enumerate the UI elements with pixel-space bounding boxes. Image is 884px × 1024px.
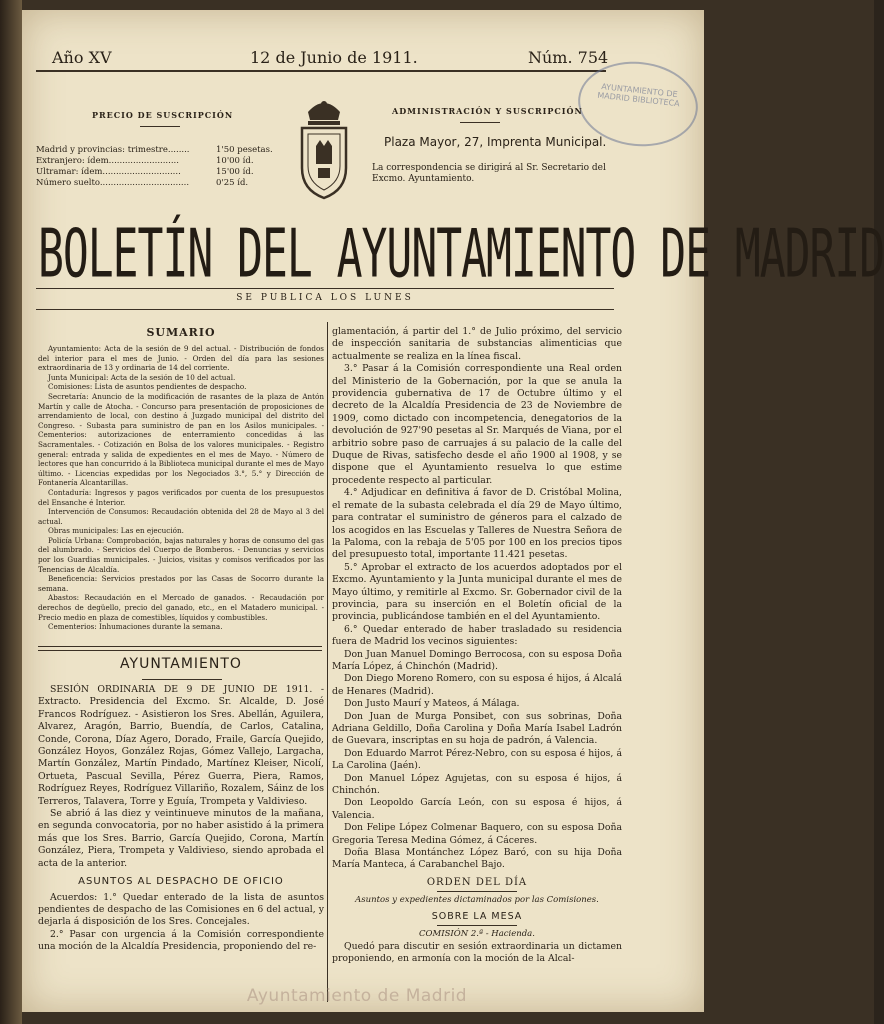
sumario-item: Contaduría: Ingresos y pagos verificados por cuenta de los presupuestos del Ensanche é Interior. <box>38 487 324 507</box>
prices-block <box>92 110 242 120</box>
paragraph: Acuerdos: 1.° Quedar enterado de la lista de asuntos pendientes de despacho de las Comisiones en 6 del actual, y dejarla á disposición de los Sres. Concejales. <box>38 891 324 928</box>
price-row: Extranjero: ídem.......................... 10'00 íd. <box>36 156 254 166</box>
sumario-item: Ayuntamiento: Acta de la sesión de 9 del actual. - Distribución de fondos del interior para el mes de Junio. - Orden del día para las sesiones extraordinaria de 13 y ordinaria de 14 del corriente. <box>38 344 324 373</box>
sumario-item: Junta Municipal: Acta de la sesión de 10 del actual. <box>48 372 236 382</box>
sumario-item: Intervención de Consumos: Recaudación obtenida del 28 de Mayo al 3 del actual. <box>38 507 324 526</box>
paragraph: 2.° Pasar con urgencia á la Comisión correspondiente una moción de la Alcaldía Presidencia, proponiendo del re- <box>38 928 324 953</box>
right-column-text <box>332 326 622 965</box>
sumario-item: Comisiones: Lista de asuntos pendientes de despacho. <box>48 382 247 392</box>
comision-heading: COMISIÓN 2.ª - Hacienda. <box>419 929 535 940</box>
prices-table <box>36 145 286 189</box>
admin-block <box>392 106 642 116</box>
paragraph: Doña Blasa Montánchez López Baró, con su hija Doña María Manteca, á Carabanchel Bajo. <box>332 847 622 871</box>
paragraph: 4.° Adjudicar en definitiva á favor de D. Cristóbal Molina, el remate de la subasta celebrada el día 29 de Mayo último, para contratar el suministro de géneros para el calzado de los acogidos en las Escuelas y Talleres de Nuestra Señora de la Paloma, con la rebaja de 5'05 por 100 en los precios tipos del presupuesto total, importante 11.421 pesetas. <box>332 487 622 561</box>
sumario-item: Cementerios: Inhumaciones durante la semana. <box>48 622 223 632</box>
price-row: Madrid y provincias: trimestre........ 1'50 pesetas. <box>36 145 273 155</box>
year-label: Año XV <box>52 48 112 67</box>
sumario-item: Abastos: Recaudación en el Mercado de ganados. - Recaudación por derechos de degüello, precio del ganado, etc., en el Matadero municipal. - Precio medio en plaza de comestibles, líquidos y combustibles. <box>38 593 324 622</box>
title-rule-top <box>36 288 614 289</box>
paragraph: Se abrió á las diez y veintinueve minutos de la mañana, en segunda convocatoria, por no haber asistido á la primera más que los Sres. Barrio, García Quejido, Corona, Martín González, Piera, Trompeta y Valdivieso, siendo aprobada el acta de la anterior. <box>38 808 324 869</box>
paragraph: Don Justo Maurí y Mateos, á Málaga. <box>344 698 520 710</box>
title-rule-bottom <box>36 309 614 310</box>
subsection-title: ASUNTOS AL DESPACHO DE OFICIO <box>78 876 284 888</box>
page-right-edge <box>874 0 884 1024</box>
paragraph: SESIÓN ORDINARIA DE 9 DE JUNIO DE 1911. - Extracto. Presidencia del Excmo. Sr. Alcalde, D. José Francos Rodríguez. - Asistieron los Sres. Abellán, Aguilera, Alvarez, Aragón, Barrio, Buendía, de Carlos, Catalina, Conde, Corona, Díaz Agero, Dorado, Fraile, García Quejido, González Hoyos, González Rojas, Gómez Vallejo, Largacha, Martín González, Martín Pindado, Martínez Kleiser, Nicolí, Ortueta, Pascual Sevilla, Pérez Guerra, Piera, Ramos, Rodríguez Reyes, Rodríguez Villariño, Rozalem, Sáinz de los Terreros, Talavera, Torre y Eguía, Trompeta y Valdivieso. <box>38 684 324 807</box>
admin-address: Plaza Mayor, 27, Imprenta Municipal. <box>384 135 607 149</box>
paragraph: Don Manuel López Agujetas, con su esposa é hijos, á Chinchón. <box>332 772 622 797</box>
left-column-text <box>38 684 324 954</box>
admin-title: ADMINISTRACIÓN Y SUSCRIPCIÓN <box>392 106 583 116</box>
paragraph: Quedó para discutir en sesión extraordinaria un dictamen proponiendo, en armonía con la moción de la Alcal- <box>332 940 622 964</box>
publication-frequency: SE PUBLICA LOS LUNES <box>236 293 414 303</box>
prices-title-rule <box>140 126 180 127</box>
paragraph: 3.° Pasar á la Comisión correspondiente una Real orden del Ministerio de la Gobernación, por la que se anula la providencia gubernativa de 17 de Octubre último y el decreto de la Alcaldía Presidencia de 23 de Noviembre de 1909, como dictado con incompetencia, denegatorios de la devolución de 927'90 pesetas al Sr. Marqués de Viana, por el arbitrio sobre paso de carruajes á su palacio de la calle del Duque de Rivas, satisfecho desde el año 1900 al 1908, y se dispone que el Ayuntamiento resuelva lo que estime procedente respecto al particular. <box>332 363 622 486</box>
orden-rule <box>437 891 517 892</box>
paragraph: Don Juan Manuel Domingo Berrocosa, con su esposa Doña María López, á Chinchón (Madrid). <box>332 648 622 672</box>
paragraph: Don Juan de Murga Ponsibet, con sus sobrinas, Doña Adriana Geldillo, Doña Carolina y Doña María Isabel Ladrón de Guevara, inscriptas en su hoja de padrón, á Valencia. <box>332 710 622 747</box>
admin-title-rule <box>460 122 500 123</box>
paragraph: Don Eduardo Marrot Pérez-Nebro, con su esposa é hijos, á La Carolina (Jaén). <box>332 747 622 772</box>
sumario-list <box>38 344 324 632</box>
library-stamp: AYUNTAMIENTO DE MADRID BIBLIOTECA <box>574 56 702 152</box>
sumario-item: Beneficencia: Servicios prestados por las Casas de Socorro durante la semana. <box>38 574 324 593</box>
sumario-item: Obras municipales: Las en ejecución. <box>48 526 184 536</box>
orden-subtitle: Asuntos y expedientes dictaminados por las Comisiones. <box>355 895 599 906</box>
column-divider <box>327 322 328 1002</box>
newspaper-title: BOLETÍN DEL AYUNTAMIENTO DE MADRID <box>38 216 884 294</box>
paragraph: 6.° Quedar enterado de haber trasladado su residencia fuera de Madrid los vecinos siguientes: <box>332 623 622 648</box>
sumario-end-rule <box>38 646 322 651</box>
paragraph: 5.° Aprobar el extracto de los acuerdos adoptados por el Excmo. Ayuntamiento y la Junta municipal durante el mes de Mayo último, y remitirle al Excmo. Sr. Gobernador civil de la provincia, para su inserción en el Boletín oficial de la provincia, publicándose también en el del Ayuntamiento. <box>332 561 622 623</box>
paragraph: Don Leopoldo García León, con su esposa é hijos, á Valencia. <box>332 797 622 821</box>
sumario-item: Policía Urbana: Comprobación, bajas naturales y horas de consumo del gas del alumbrado. - Servicios del Cuerpo de Bomberos. - Denuncias y servicios por los Guardias municipales. - Juicios, visitas y comisos verificados por las Tenencias de Alcaldía. <box>38 535 324 574</box>
prices-title: PRECIO DE SUSCRIPCIÓN <box>92 110 234 120</box>
newspaper-page <box>22 10 884 1012</box>
sumario-item: Secretaría: Anuncio de la modificación de rasantes de la plaza de Antón Martín y calle de Atocha. - Concurso para presentación de proposiciones de arrendamiento de local, con destino á Juzgado municipal del distrito del Congreso. - Subasta para suministro de pan en los Asilos municipales. - Cementerios: autorizaciones de enterramiento concedidas á las Sacramentales. - Cotización en Bolsa de los valores municipales. - Registro general: entrada y salida de expedientes en el mes de Mayo. - Número de lectores que han concurrido á la Biblioteca municipal durante el mes de Mayo último. - Licencias expedidas por los Negociados 3.°, 5.° y Dirección de Fontanería Alcantarillas. <box>38 391 324 488</box>
sobre-la-mesa-title: SOBRE LA MESA <box>431 910 523 922</box>
orden-del-dia-title: ORDEN DEL DÍA <box>426 876 528 888</box>
issue-date: 12 de Junio de 1911. <box>250 48 418 67</box>
sobre-rule <box>437 925 517 926</box>
archive-watermark: Ayuntamiento de Madrid <box>246 986 468 1006</box>
section-title-ayuntamiento: AYUNTAMIENTO <box>120 656 242 672</box>
paragraph: Don Felipe López Colmenar Baquero, con su esposa Doña Gregoria Teresa Medina Gómez, á Cáceres. <box>332 822 622 846</box>
sumario-title: SUMARIO <box>146 326 216 339</box>
page-spine-edge <box>0 0 22 1024</box>
madrid-coat-of-arms-icon <box>294 94 354 204</box>
paragraph: Don Diego Moreno Romero, con su esposa é hijos, á Alcalá de Henares (Madrid). <box>332 673 622 697</box>
masthead-rule <box>36 70 606 72</box>
paragraph: glamentación, á partir del 1.° de Julio próximo, del servicio de inspección sanitaria de substancias alimenticias que actualmente se realiza en la línea fiscal. <box>332 326 622 362</box>
section-rule <box>142 679 222 680</box>
issue-number: Núm. 754 <box>528 48 609 67</box>
price-row: Ultramar: ídem............................. 15'00 íd. <box>36 167 254 177</box>
admin-note: La correspondencia se dirigirá al Sr. Secretario del Excmo. Ayuntamiento. <box>372 163 606 184</box>
price-row: Número suelto................................. 0'25 íd. <box>36 178 249 188</box>
